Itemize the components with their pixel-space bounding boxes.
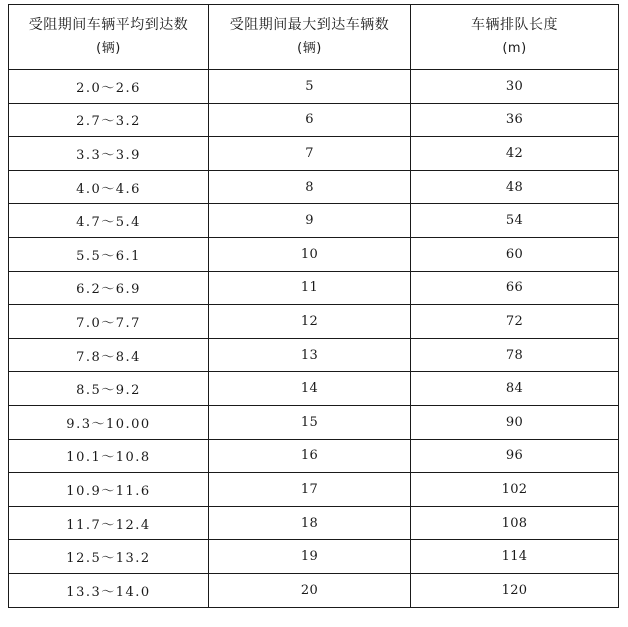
table-row xyxy=(9,573,619,607)
table-row xyxy=(9,405,619,439)
table-row xyxy=(9,271,619,305)
cell-queue-length: 72 xyxy=(411,305,619,339)
queue-length-table xyxy=(8,4,619,608)
cell-queue-length: 30 xyxy=(411,70,619,104)
cell-max-arrivals: 15 xyxy=(209,405,411,439)
cell-queue-length: 96 xyxy=(411,439,619,473)
table-row xyxy=(9,204,619,238)
header-avg-arrivals-unit: (辆) xyxy=(96,41,121,56)
cell-max-arrivals: 7 xyxy=(209,137,411,171)
header-queue-length-title: 车辆排队长度 xyxy=(471,17,558,33)
cell-max-arrivals: 11 xyxy=(209,271,411,305)
cell-avg-arrivals: 13.3～14.0 xyxy=(9,573,209,607)
cell-queue-length: 54 xyxy=(411,204,619,238)
cell-max-arrivals: 6 xyxy=(209,103,411,137)
header-row xyxy=(9,5,619,70)
cell-max-arrivals: 14 xyxy=(209,372,411,406)
table-row xyxy=(9,237,619,271)
cell-queue-length: 48 xyxy=(411,170,619,204)
queue-length-table-container xyxy=(8,4,618,608)
table-row xyxy=(9,305,619,339)
cell-avg-arrivals: 6.2～6.9 xyxy=(9,271,209,305)
cell-avg-arrivals: 10.1～10.8 xyxy=(9,439,209,473)
cell-queue-length: 60 xyxy=(411,237,619,271)
cell-avg-arrivals: 8.5～9.2 xyxy=(9,372,209,406)
cell-queue-length: 36 xyxy=(411,103,619,137)
cell-avg-arrivals: 7.0～7.7 xyxy=(9,305,209,339)
header-max-arrivals-title: 受阻期间最大到达车辆数 xyxy=(229,17,390,33)
cell-max-arrivals: 5 xyxy=(209,70,411,104)
cell-max-arrivals: 18 xyxy=(209,506,411,540)
cell-queue-length: 66 xyxy=(411,271,619,305)
cell-avg-arrivals: 12.5～13.2 xyxy=(9,540,209,574)
cell-max-arrivals: 16 xyxy=(209,439,411,473)
cell-avg-arrivals: 4.7～5.4 xyxy=(9,204,209,238)
cell-avg-arrivals: 2.0～2.6 xyxy=(9,70,209,104)
table-body xyxy=(9,70,619,608)
table-row xyxy=(9,70,619,104)
cell-avg-arrivals: 4.0～4.6 xyxy=(9,170,209,204)
cell-avg-arrivals: 7.8～8.4 xyxy=(9,338,209,372)
cell-queue-length: 90 xyxy=(411,405,619,439)
header-queue-length xyxy=(411,5,619,70)
table-row xyxy=(9,506,619,540)
table-row xyxy=(9,540,619,574)
cell-queue-length: 108 xyxy=(411,506,619,540)
cell-queue-length: 84 xyxy=(411,372,619,406)
cell-queue-length: 78 xyxy=(411,338,619,372)
table-header xyxy=(9,5,619,70)
cell-max-arrivals: 13 xyxy=(209,338,411,372)
header-avg-arrivals xyxy=(9,5,209,70)
header-avg-arrivals-title: 受阻期间车辆平均到达数 xyxy=(28,17,189,33)
header-queue-length-unit: (m) xyxy=(502,41,527,56)
cell-max-arrivals: 20 xyxy=(209,573,411,607)
cell-avg-arrivals: 3.3～3.9 xyxy=(9,137,209,171)
table-row xyxy=(9,170,619,204)
cell-max-arrivals: 9 xyxy=(209,204,411,238)
cell-max-arrivals: 8 xyxy=(209,170,411,204)
cell-avg-arrivals: 9.3～10.00 xyxy=(9,405,209,439)
cell-max-arrivals: 19 xyxy=(209,540,411,574)
header-max-arrivals-unit: (辆) xyxy=(297,41,322,56)
cell-avg-arrivals: 11.7～12.4 xyxy=(9,506,209,540)
table-row xyxy=(9,439,619,473)
cell-avg-arrivals: 2.7～3.2 xyxy=(9,103,209,137)
cell-queue-length: 114 xyxy=(411,540,619,574)
cell-queue-length: 120 xyxy=(411,573,619,607)
cell-max-arrivals: 10 xyxy=(209,237,411,271)
cell-avg-arrivals: 5.5～6.1 xyxy=(9,237,209,271)
table-row xyxy=(9,372,619,406)
header-max-arrivals xyxy=(209,5,411,70)
table-row xyxy=(9,103,619,137)
cell-queue-length: 42 xyxy=(411,137,619,171)
cell-max-arrivals: 12 xyxy=(209,305,411,339)
cell-queue-length: 102 xyxy=(411,473,619,507)
cell-avg-arrivals: 10.9～11.6 xyxy=(9,473,209,507)
table-row xyxy=(9,137,619,171)
table-row xyxy=(9,473,619,507)
table-row xyxy=(9,338,619,372)
cell-max-arrivals: 17 xyxy=(209,473,411,507)
